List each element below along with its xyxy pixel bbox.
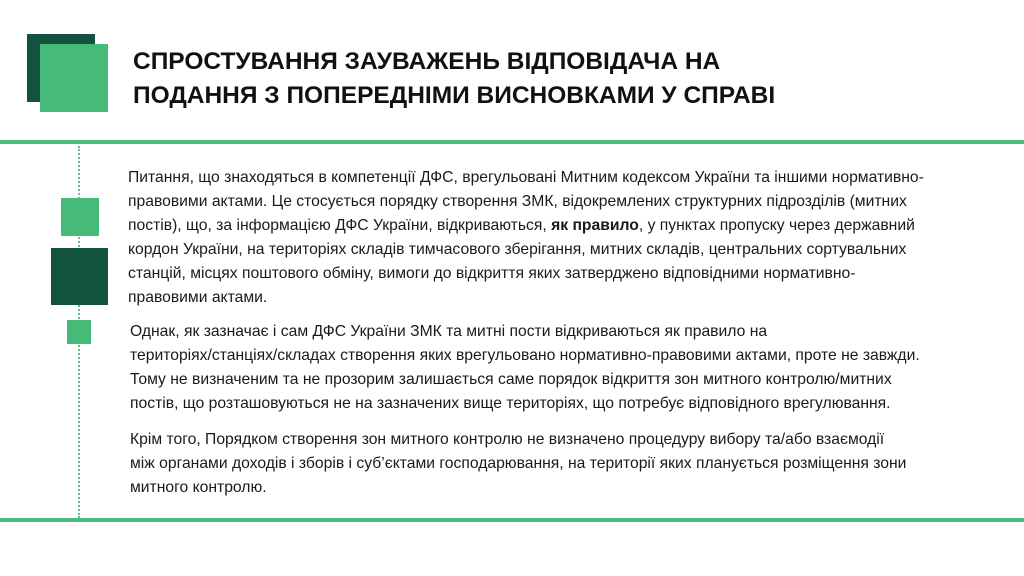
paragraph-3-line-2: між органами доходів і зборів і суб’єктами господарювання, на території яких планується розміщення зони [130, 455, 907, 472]
paragraph-1-line-6: правовими актами. [128, 289, 268, 306]
paragraph-2-line-4: постів, що розташовуються не на зазначених вище територіях, що потребує відповідного врегулювання. [130, 395, 891, 412]
paragraph-2-line-2: територіях/станціях/складах створення яких врегульовано нормативно-правовими актами, проте не завжди. [130, 347, 920, 364]
marker-square-small [61, 198, 99, 236]
slide-title-line-1: СПРОСТУВАННЯ ЗАУВАЖЕНЬ ВІДПОВІДАЧА НА [133, 48, 721, 75]
marker-square-large [51, 248, 108, 305]
emphasis-text: як правило [551, 217, 639, 234]
paragraph-1-line-1: Питання, що знаходяться в компетенції ДФС, врегульовані Митним кодексом України та іншими нормативно- [128, 169, 924, 186]
paragraph-2-line-3: Тому не визначеним та не прозорим залишається саме порядок відкриття зон митного контролю/митних [130, 371, 892, 388]
paragraph-1-line-5: станцій, місцях поштового обміну, вимоги до відкриття яких затверджено відповідними нормативно- [128, 265, 856, 282]
paragraph-1-line-3-end: , у пунктах пропуску через державний [638, 217, 915, 234]
paragraph-3-line-3: митного контролю. [130, 479, 267, 496]
bottom-divider [0, 518, 1024, 522]
paragraph-1-line-4: кордон України, на територіях складів тимчасового зберігання, митних складів, центральних сортувальних [128, 241, 907, 258]
slide-title [133, 45, 933, 113]
top-divider [0, 140, 1024, 144]
paragraph-3-line-1: Крім того, Порядком створення зон митного контролю не визначено процедуру вибору та/або взаємодії [130, 431, 885, 448]
slide-title-line-2: ПОДАННЯ З ПОПЕРЕДНІМИ ВИСНОВКАМИ У СПРАВІ [133, 82, 776, 109]
paragraph-1-line-2: правовими актами. Це стосується порядку створення ЗМК, відокремлених структурних підрозділів (митних [128, 193, 907, 210]
paragraph-1 [128, 166, 924, 310]
paragraph-1-line-3-start: постів), що, за інформацією ДФС України, відкриваються, [128, 217, 552, 234]
paragraph-2-line-1: Однак, як зазначає і сам ДФС України ЗМК та митні пости відкриваються як правило на [130, 323, 768, 340]
logo-square-light [40, 44, 108, 112]
marker-square-tiny [67, 320, 91, 344]
paragraph-2 [130, 320, 920, 416]
paragraph-1-line-3 [128, 214, 924, 238]
paragraph-3 [130, 428, 906, 500]
